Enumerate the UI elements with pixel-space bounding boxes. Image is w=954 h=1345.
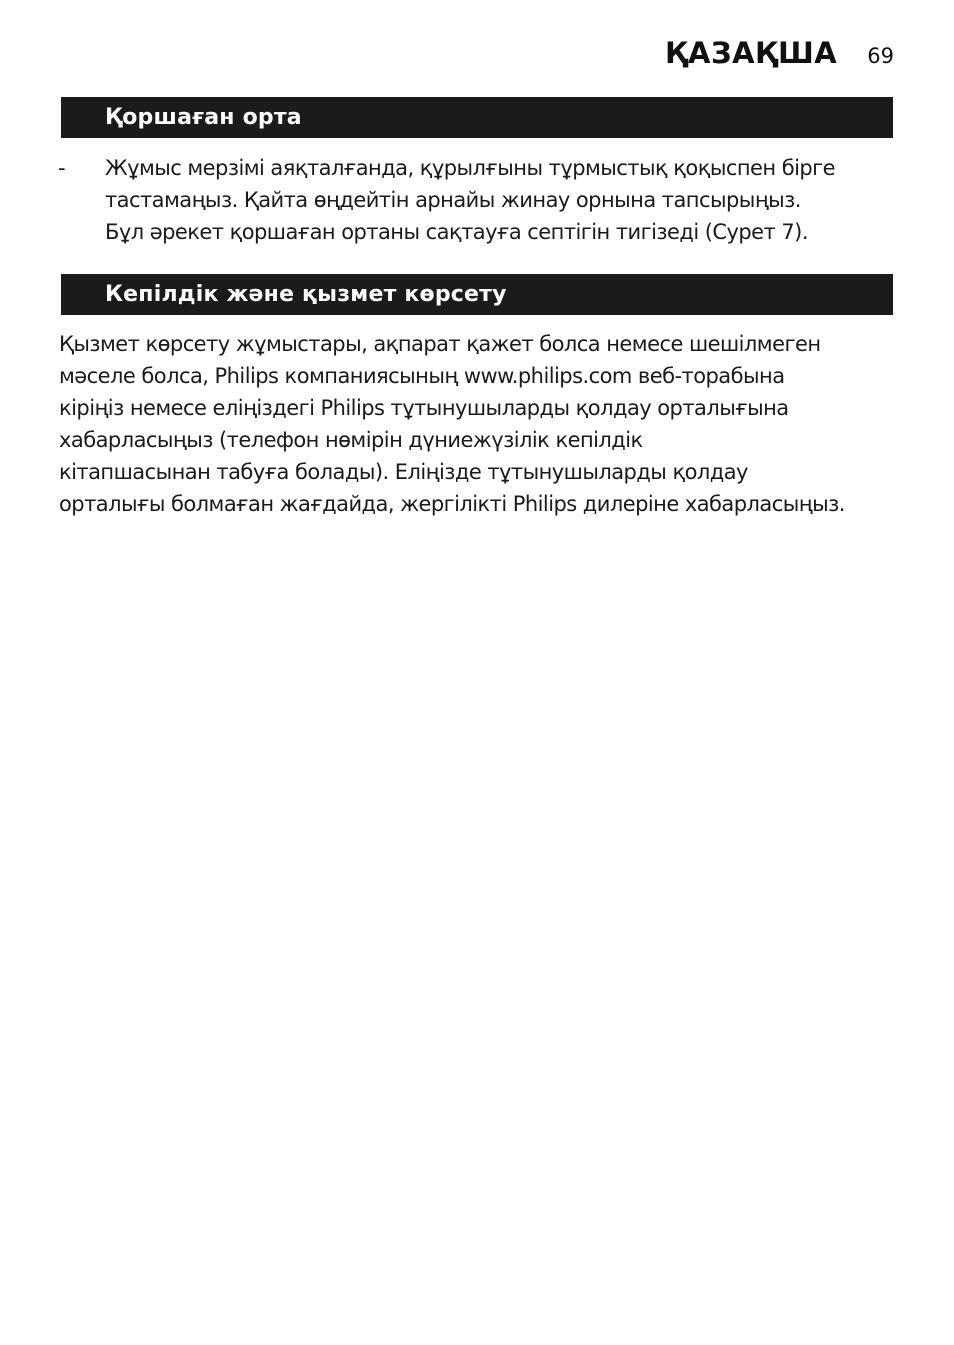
page-number: 69 bbox=[867, 44, 894, 68]
text-line: кіріңіз немесе еліңіздегі Philips тұтынушыларды қолдау орталығына bbox=[59, 396, 789, 420]
section-title: Кепілдік және қызмет көрсету bbox=[105, 282, 507, 307]
section-heading-guarantee-service bbox=[61, 274, 893, 315]
page-header bbox=[665, 36, 894, 70]
text-line: мәселе болса, Philips компаниясының www.philips.com веб-торабына bbox=[59, 364, 785, 388]
text-line: Жұмыс мерзімі аяқталғанда, құрылғыны тұрмыстық қоқыспен бірге bbox=[105, 156, 836, 180]
bullet-dash: - bbox=[58, 156, 66, 180]
text-line: кітапшасынан табуға болады). Еліңізде тұтынушыларды қолдау bbox=[59, 460, 748, 484]
bullet-text bbox=[105, 152, 835, 248]
text-line: Қызмет көрсету жұмыстары, ақпарат қажет болса немесе шешілмеген bbox=[59, 332, 821, 356]
section-title: Қоршаған орта bbox=[105, 105, 302, 130]
guarantee-paragraph bbox=[59, 328, 845, 520]
section-heading-environment bbox=[61, 97, 893, 138]
text-line: тастамаңыз. Қайта өңдейтін арнайы жинау орнына тапсырыңыз. bbox=[105, 188, 801, 212]
text-line: Бұл әрекет қоршаған ортаны сақтауға септігін тигізеді (Сурет 7). bbox=[105, 220, 808, 244]
language-title: ҚАЗАҚША bbox=[665, 36, 838, 70]
text-line: хабарласыңыз (телефон нөмірін дүниежүзілік кепілдік bbox=[59, 428, 643, 452]
text-line: орталығы болмаған жағдайда, жергілікті Philips дилеріне хабарласыңыз. bbox=[59, 492, 845, 516]
